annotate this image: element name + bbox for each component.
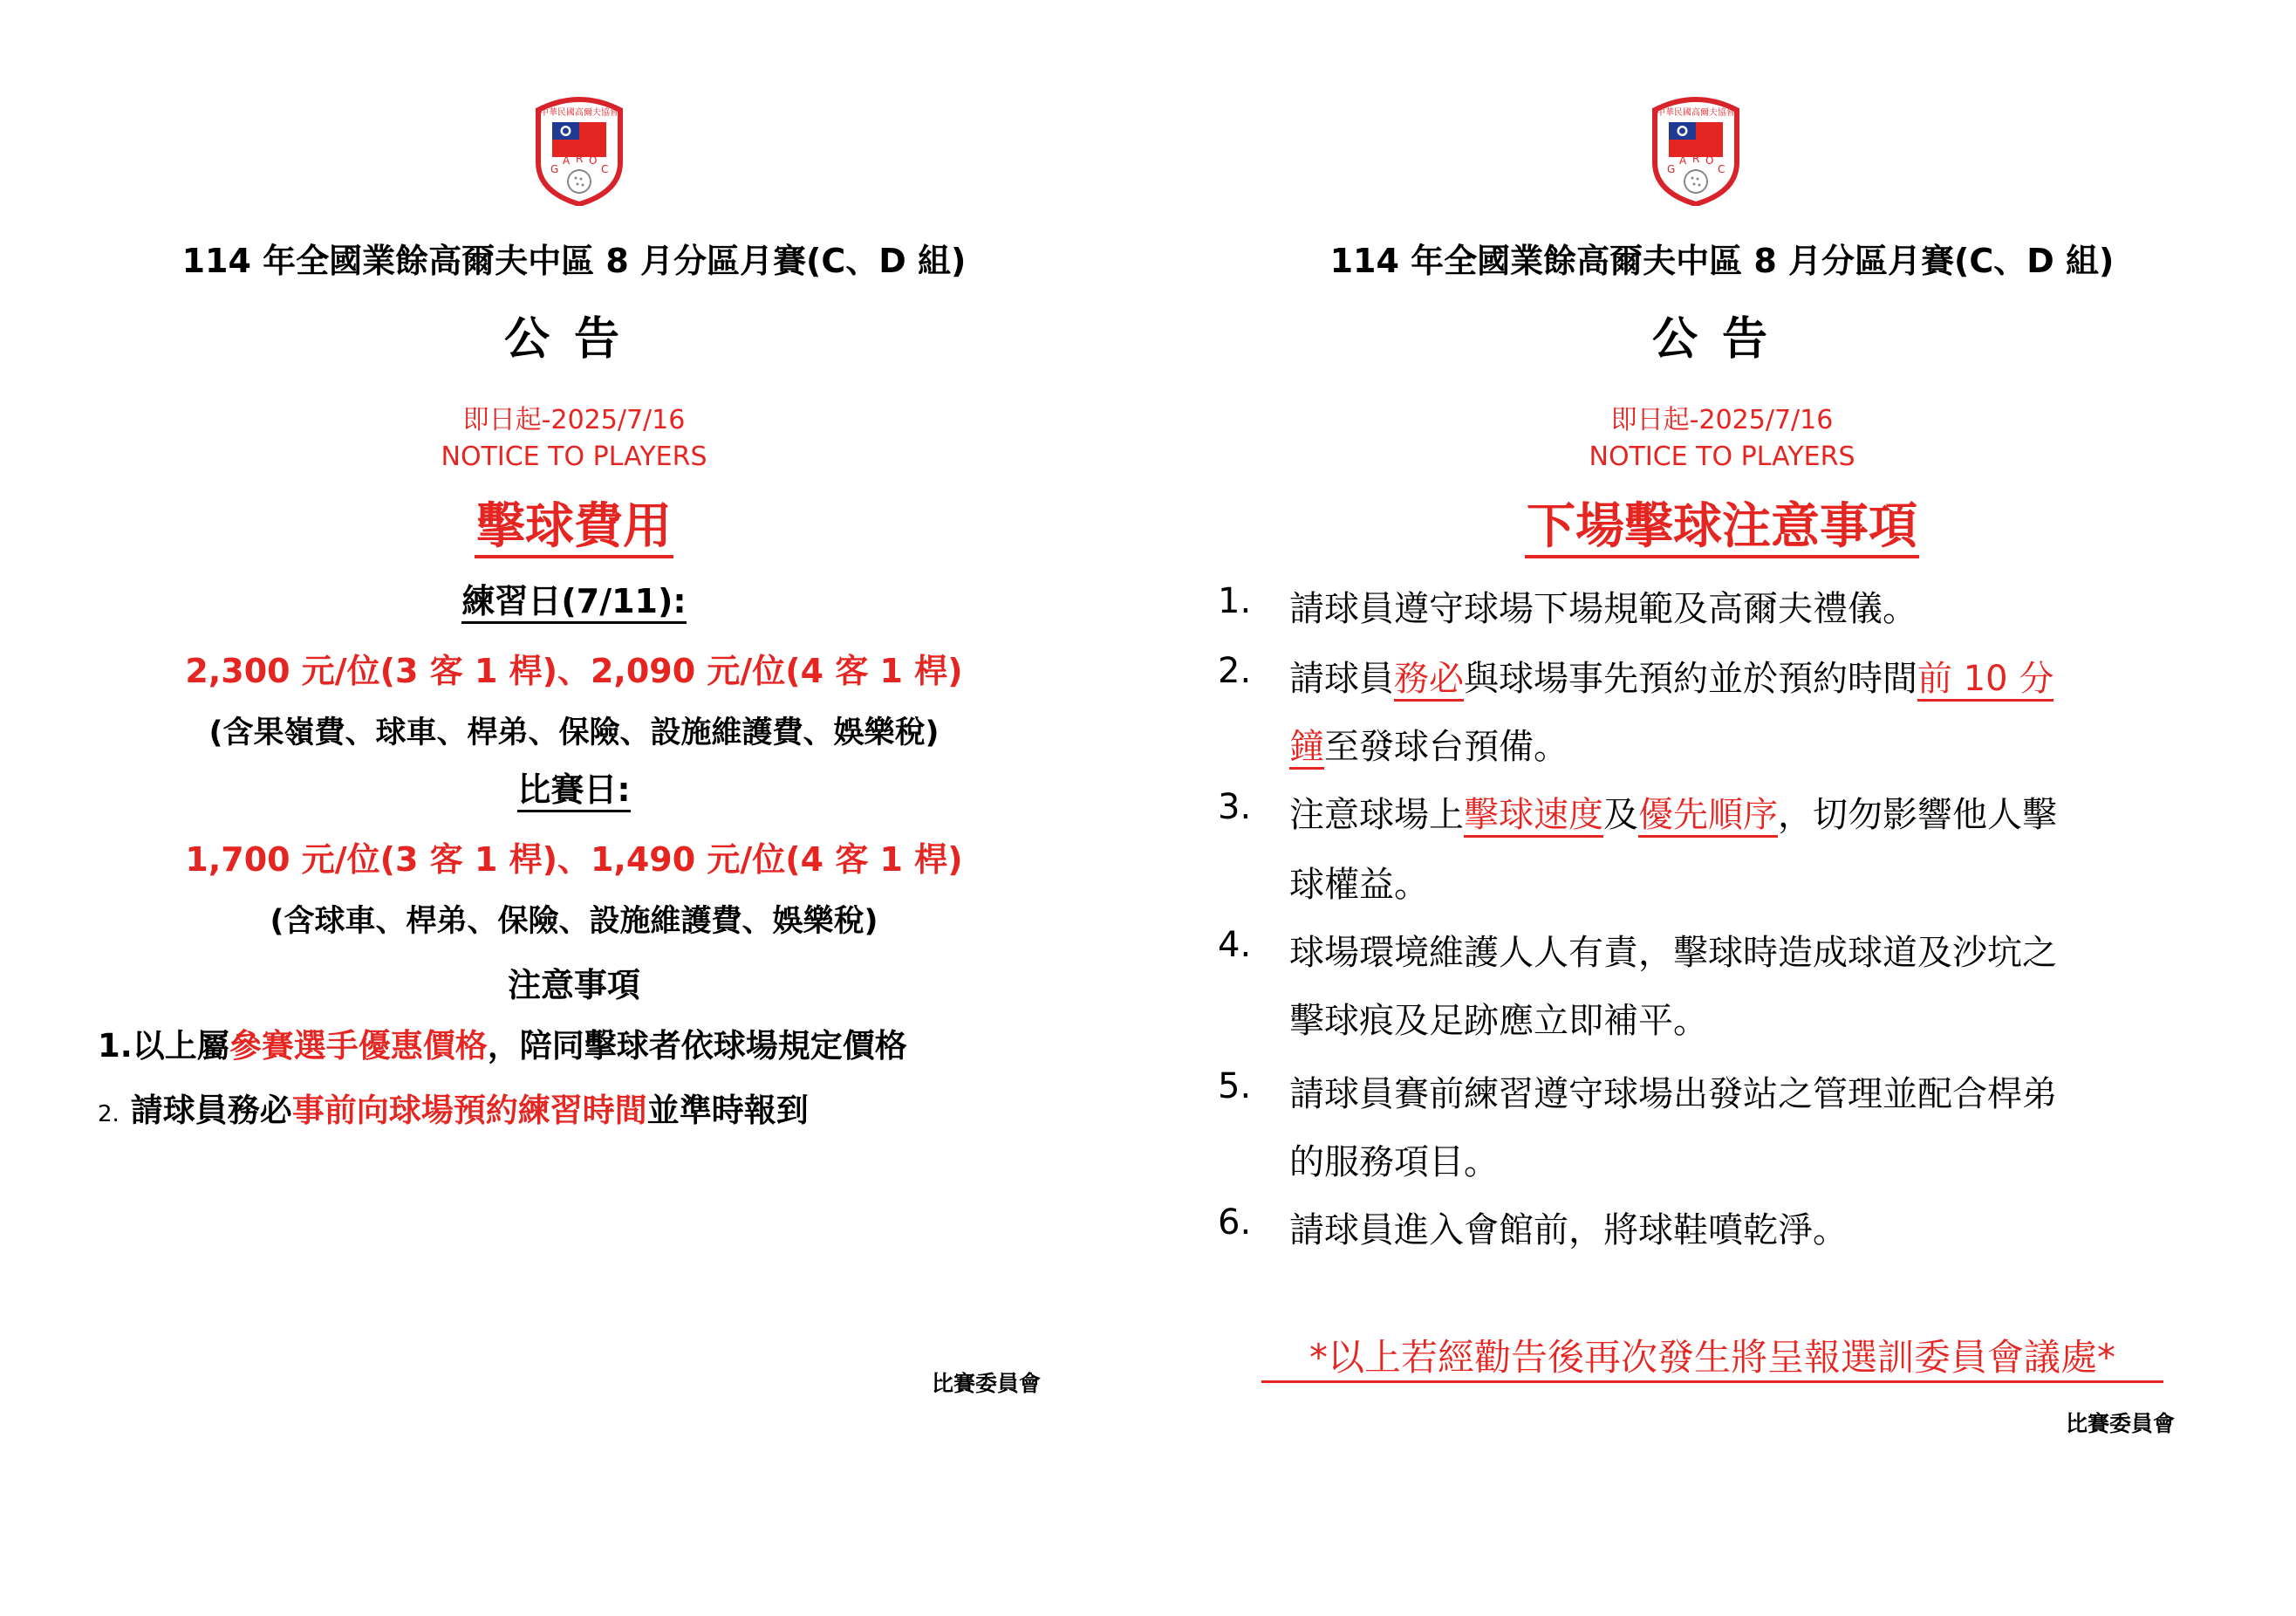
- notes-title: 注意事項: [507, 966, 640, 1004]
- rule-5-cont: 的服務項目。: [1289, 1142, 1499, 1182]
- svg-text:R: R: [1692, 153, 1700, 165]
- garoc-logo: [531, 94, 627, 206]
- rule-4: 球場環境維護人人有責，擊球時造成球道及沙坑之: [1289, 933, 2057, 973]
- note-2-highlight: 事前向球場預約練習時間: [291, 1092, 647, 1129]
- committee-signature: 比賽委員會: [2066, 1411, 2176, 1436]
- warning-footer: *以上若經勸告後再次發生將呈報選訓委員會議處*: [1261, 1335, 2163, 1383]
- notice-heading: 公告: [503, 313, 644, 366]
- rule-4-cont: 擊球痕及足跡應立即補平。: [1289, 1001, 1708, 1041]
- practice-day-includes: (含果嶺費、球車、桿弟、保險、設施維護費、娛樂稅): [208, 716, 940, 750]
- committee-signature: 比賽委員會: [932, 1371, 1042, 1396]
- rule-3-cont: 球權益。: [1289, 865, 1429, 905]
- tournament-title: 114 年全國業餘高爾夫中區 8 月分區月賽(C、D 組): [1329, 242, 2115, 280]
- rule-6: 請球員進入會館前，將球鞋噴乾淨。: [1289, 1210, 1848, 1250]
- svg-text:G: G: [1667, 163, 1676, 175]
- note-1-highlight: 參賽選手優惠價格: [229, 1027, 488, 1065]
- match-day-price: 1,700 元/位(3 客 1 桿)、1,490 元/位(4 客 1 桿): [185, 840, 963, 879]
- right-notice-panel: 中華民國高爾夫協會 G A R O C 114 年全國業餘高爾夫中區 8 月分區月賽(C、D 組) 公告 即日起-2025/7/16 NOTICE TO PLAYERS 下場擊球注意事項 1. 請球員遵守球場下場規範及高爾夫禮儀。 2. 請球員務必與球場事先預約並於預約時間前 10 分 鐘至發球台預備。 3. 注意球場上擊球速度及優先順序，切勿影響他人擊 球權益。 4. 球場環境維護人人有責，擊球時造成球道及沙坑之 擊球痕及足跡應立即補平。 5. 請球員賽前練習遵守球場出發站之管理並配合桿弟 的服務項目。 6. 請球員進入會館前，將球鞋噴乾淨。 *以上若經勸告後再次發生將呈報選訓委員會議處* 比賽委員會: [1148, 0, 2296, 1616]
- practice-day-label: 練習日(7/11):: [461, 581, 686, 624]
- svg-text:A: A: [563, 154, 571, 167]
- svg-text:C: C: [1718, 163, 1725, 175]
- notice-to-players: NOTICE TO PLAYERS: [441, 442, 707, 472]
- play-rules-heading: 下場擊球注意事項: [1525, 499, 1919, 558]
- svg-text:中華民國高爾夫協會: 中華民國高爾夫協會: [1657, 108, 1735, 118]
- svg-text:O: O: [589, 154, 598, 167]
- notice-to-players: NOTICE TO PLAYERS: [1589, 442, 1855, 472]
- effective-date: 即日起-2025/7/16: [462, 405, 686, 435]
- garoc-logo: [1648, 94, 1744, 206]
- rule-3: 注意球場上擊球速度及優先順序，切勿影響他人擊: [1289, 787, 2057, 837]
- note-1: 1.以上屬參賽選手優惠價格，陪同擊球者依球場規定價格: [98, 1027, 907, 1065]
- fee-heading: 擊球費用: [475, 499, 673, 558]
- match-day-label: 比賽日:: [517, 770, 630, 812]
- effective-date: 即日起-2025/7/16: [1610, 405, 1834, 435]
- rule-2-cont: 鐘至發球台預備。: [1289, 719, 1568, 769]
- svg-text:中華民國高爾夫協會: 中華民國高爾夫協會: [540, 108, 618, 118]
- svg-text:A: A: [1679, 154, 1687, 167]
- match-day-includes: (含球車、桿弟、保險、設施維護費、娛樂稅): [270, 904, 878, 939]
- svg-text:G: G: [550, 163, 559, 175]
- svg-text:R: R: [576, 153, 584, 165]
- note-2: 2. 請球員務必事前向球場預約練習時間並準時報到: [98, 1092, 809, 1129]
- rule-1: 請球員遵守球場下場規範及高爾夫禮儀。: [1289, 589, 1917, 629]
- tournament-title: 114 年全國業餘高爾夫中區 8 月分區月賽(C、D 組): [181, 242, 967, 280]
- practice-day-price: 2,300 元/位(3 客 1 桿)、2,090 元/位(4 客 1 桿): [185, 652, 963, 690]
- svg-text:O: O: [1705, 154, 1714, 167]
- rule-2: 請球員務必與球場事先預約並於預約時間前 10 分: [1289, 651, 2053, 701]
- rule-5: 請球員賽前練習遵守球場出發站之管理並配合桿弟: [1289, 1074, 2057, 1114]
- svg-text:C: C: [601, 163, 609, 175]
- notice-heading: 公告: [1651, 313, 1792, 366]
